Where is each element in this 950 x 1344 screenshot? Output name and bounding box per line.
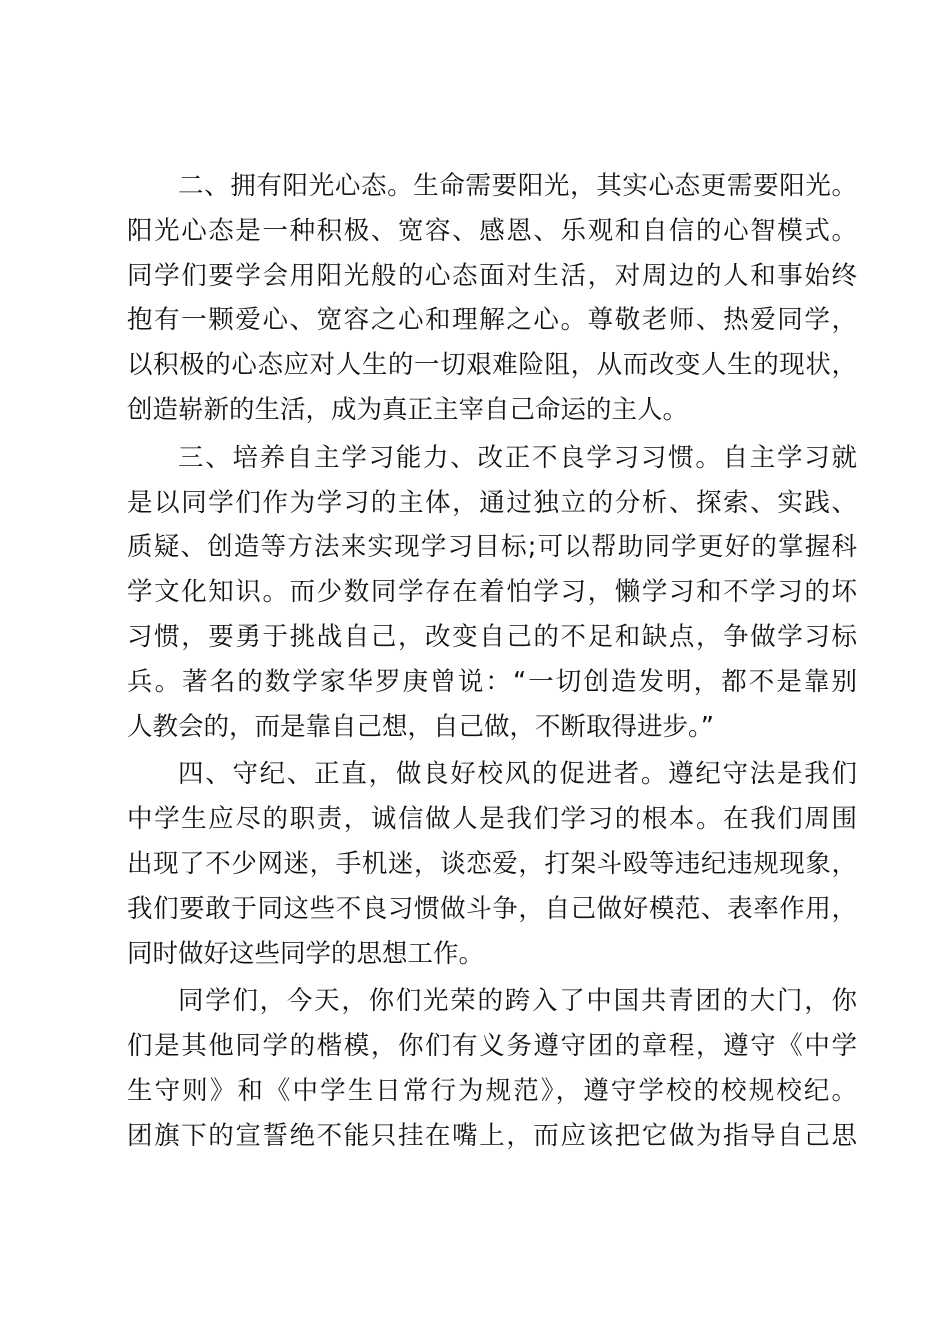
text-line: 学文化知识。而少数同学存在着怕学习，懒学习和不学习的坏: [127, 577, 857, 608]
text-line: 们是其他同学的楷模，你们有义务遵守团的章程，遵守《中学: [127, 1031, 857, 1062]
paragraph-discipline: [127, 752, 857, 976]
text-line: 出现了不少网迷，手机迷，谈恋爱，打架斗殴等违纪违规现象，: [127, 848, 857, 879]
text-line: 是以同学们作为学习的主体，通过独立的分析、探索、实践、: [127, 487, 857, 518]
text-line: 四、守纪、正直，做良好校风的促进者。遵纪守法是我们: [178, 759, 857, 790]
text-line: 同学们，今天，你们光荣的跨入了中国共青团的大门，你: [178, 986, 857, 1017]
text-line: 兵。著名的数学家华罗庚曾说：“一切创造发明，都不是靠别: [127, 666, 857, 697]
text-line: 二、拥有阳光心态。生命需要阳光，其实心态更需要阳光。: [178, 171, 857, 201]
text-line: 阳光心态是一种积极、宽容、感恩、乐观和自信的心智模式。: [127, 215, 857, 246]
text-line: 三、培养自主学习能力、改正不良学习习惯。自主学习就: [178, 442, 857, 473]
text-line: 我们要敢于同这些不良习惯做斗争，自己做好模范、表率作用，: [127, 893, 857, 924]
text-line: 创造崭新的生活，成为真正主宰自己命运的主人。: [127, 394, 689, 425]
text-line: 以积极的心态应对人生的一切艰难险阻，从而改变人生的现状，: [127, 350, 857, 381]
paragraph-address: [127, 979, 857, 1158]
document-body: [127, 164, 857, 1159]
paragraph-attitude: [127, 164, 857, 433]
paragraph-self-study: [127, 436, 857, 750]
text-line: 习惯，要勇于挑战自己，改变自己的不足和缺点，争做学习标: [127, 621, 857, 652]
text-line: 生守则》和《中学生日常行为规范》，遵守学校的校规校纪。: [127, 1075, 857, 1106]
text-line: 人教会的，而是靠自己想，自己做，不断取得进步。”: [127, 711, 714, 742]
text-line: 团旗下的宣誓绝不能只挂在嘴上，而应该把它做为指导自己思: [127, 1120, 857, 1151]
text-line: 同时做好这些同学的思想工作。: [127, 938, 485, 969]
text-line: 抱有一颗爱心、宽容之心和理解之心。尊敬老师、热爱同学，: [127, 305, 857, 336]
text-line: 同学们要学会用阳光般的心态面对生活，对周边的人和事始终: [127, 260, 857, 291]
text-line: 中学生应尽的职责，诚信做人是我们学习的根本。在我们周围: [127, 804, 857, 835]
text-line: 质疑、创造等方法来实现学习目标;可以帮助同学更好的掌握科: [127, 532, 857, 563]
